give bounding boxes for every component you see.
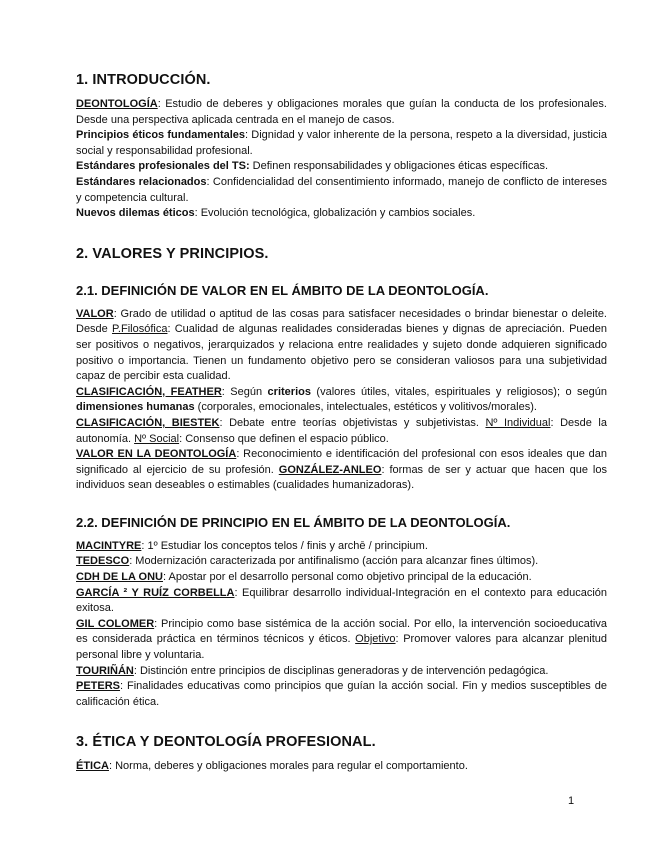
gil-colomer-text-2: : Promover valores para alcanzar plenitud personal libre y voluntaria. [76,633,607,662]
relacionados-text: : Confidencialidad del consentimiento informado, manejo de conflicto de intereses y competencia cultural. [76,175,607,204]
biestek-individual: Nº Individual [485,416,551,429]
gil-colomer-term: GIL COLOMER [76,617,155,630]
etica-term: ÉTICA [76,760,109,773]
deontologia-text: : Estudio de deberes y obligaciones morales que guían la conducta de los profesionales. Desde una perspectiva aplicada centrada en el manejo de casos. [76,98,607,126]
valor-text-2: : Cualidad de algunas realidades consideradas bienes y dignas de apreciación. Pueden ser positivos o negativos, jerarquizados y relaciona entre realidades y sujeto donde adquieren significado positivo o importancia. Tienen un fundamento objetivo pero se consideran valiosos para una subjetividad capaz de percibir esta cualidad. [76,323,607,383]
valor-deontologia-text-1: : Reconocimiento e identificación del profesional con esos ideales que dan significado al ejercicio de su profesión. [76,448,607,476]
biestek-term: CLASIFICACIÓN, BIESTEK [76,416,220,429]
tourinan-text: : Distinción entre principios de disciplinas generadoras y de intervención pedagógica. [133,664,549,677]
valor-paragraph [76,307,607,385]
deontologia-paragraph [76,97,607,128]
gil-colomer-paragraph [76,617,607,664]
peters-paragraph [76,679,607,710]
valor-deontologia-paragraph [76,447,607,494]
dilemas-paragraph [76,206,607,222]
section-3-heading: 3. ÉTICA Y DEONTOLOGÍA PROFESIONAL. [76,734,376,751]
tedesco-text: : Modernización caracterizada por antifinalismo (acción para alcanzar fines últimos). [129,555,539,568]
gil-colomer-objetivo: Objetivo [355,633,396,646]
document-page [76,72,607,775]
garcia-paragraph [76,586,607,617]
section-2-heading: 2. VALORES Y PRINCIPIOS. [76,245,269,262]
etica-text: : Norma, deberes y obligaciones morales para regular el comportamiento. [109,760,468,773]
biestek-text-1: : Debate entre teorías objetivistas y subjetivistas. [219,416,486,429]
tedesco-paragraph [76,554,607,570]
feather-text-2: (valores útiles, vitales, espirituales y religiosos); o según [310,385,607,398]
feather-dimensiones: dimensiones humanas [76,401,195,414]
valor-text-1: : Grado de utilidad o aptitud de las cosas para satisfacer necesidades o brindar bienestar o deleite. Desde [76,307,607,336]
principios-paragraph [76,128,607,159]
valor-deontologia-text-2: : formas de ser y actuar que hacen que los individuos sean deseables o estimables (cualidades humanizadoras). [76,463,607,492]
peters-term: PETERS [76,680,121,693]
feather-text-1: : Según [221,385,268,398]
garcia-term: GARCÍA ² Y RUÍZ CORBELLA [76,586,235,599]
valor-deontologia-term: VALOR EN LA DEONTOLOGÍA [76,448,237,461]
deontologia-term: DEONTOLOGÍA [76,98,158,110]
valor-term: VALOR [76,307,114,320]
feather-criterios: criterios [267,385,311,398]
filosofica-term: P.Filosófica [112,323,168,336]
tourinan-paragraph [76,664,607,680]
dilemas-text: : Evolución tecnológica, globalización y cambios sociales. [194,207,476,220]
macintyre-text: : 1º Estudiar los conceptos telos / finis y archē / principium. [141,539,428,552]
estandares-text: Definen responsabilidades y obligaciones éticas específicas. [249,160,549,173]
feather-paragraph [76,385,607,416]
section-2-2-heading: 2.2. DEFINICIÓN DE PRINCIPIO EN EL ÁMBITO DE LA DEONTOLOGÍA. [76,514,511,530]
garcia-text: : Equilibrar desarrollo individual-Integración en el contexto para educación exitosa. [76,586,608,615]
cdh-paragraph [76,570,607,586]
tourinan-term: TOURIÑÁN [76,664,134,677]
section-2-1-heading: 2.1. DEFINICIÓN DE VALOR EN EL ÁMBITO DE LA DEONTOLOGÍA. [76,282,489,298]
page-number: 1 [568,795,575,807]
principios-text: : Dignidad y valor inherente de la persona, respeto a la diversidad, justicia social y responsabilidad profesional. [76,129,607,157]
dilemas-term: Nuevos dilemas éticos [76,207,195,220]
section-1-heading: 1. INTRODUCCIÓN. [76,72,211,88]
principios-term: Principios éticos fundamentales [76,129,246,142]
biestek-text-3: : Consenso que definen el espacio público. [179,432,389,445]
estandares-paragraph [76,159,607,175]
cdh-term: CDH DE LA ONU [76,571,163,584]
cdh-text: : Apostar por el desarrollo personal como objetivo principal de la educación. [162,571,532,584]
relacionados-term: Estándares relacionados [76,175,207,188]
macintyre-paragraph [76,539,607,555]
feather-term: CLASIFICACIÓN, FEATHER [76,385,222,398]
estandares-term: Estándares profesionales del TS: [76,160,250,173]
biestek-paragraph [76,416,607,447]
tedesco-term: TEDESCO [76,555,130,568]
biestek-social: Nº Social [134,432,180,445]
gil-colomer-text-1: : Principio como base sistémica de la acción social. Por ello, la intervención socioeducativa es considerada práctica en términos técnicos y éticos. [76,617,607,646]
etica-paragraph [76,759,607,775]
gonzalez-anleo-term: GONZÁLEZ-ANLEO [278,463,382,476]
peters-text: : Finalidades educativas como principios que guían la acción social. Fin y medios susceptibles de calificación ética. [76,680,607,708]
biestek-text-2: : Desde la autonomía. [76,416,607,445]
feather-text-3: (corporales, emocionales, intelectuales, estéticos y volitivos/morales). [194,401,537,414]
macintyre-term: MACINTYRE [76,539,142,552]
relacionados-paragraph [76,175,607,206]
